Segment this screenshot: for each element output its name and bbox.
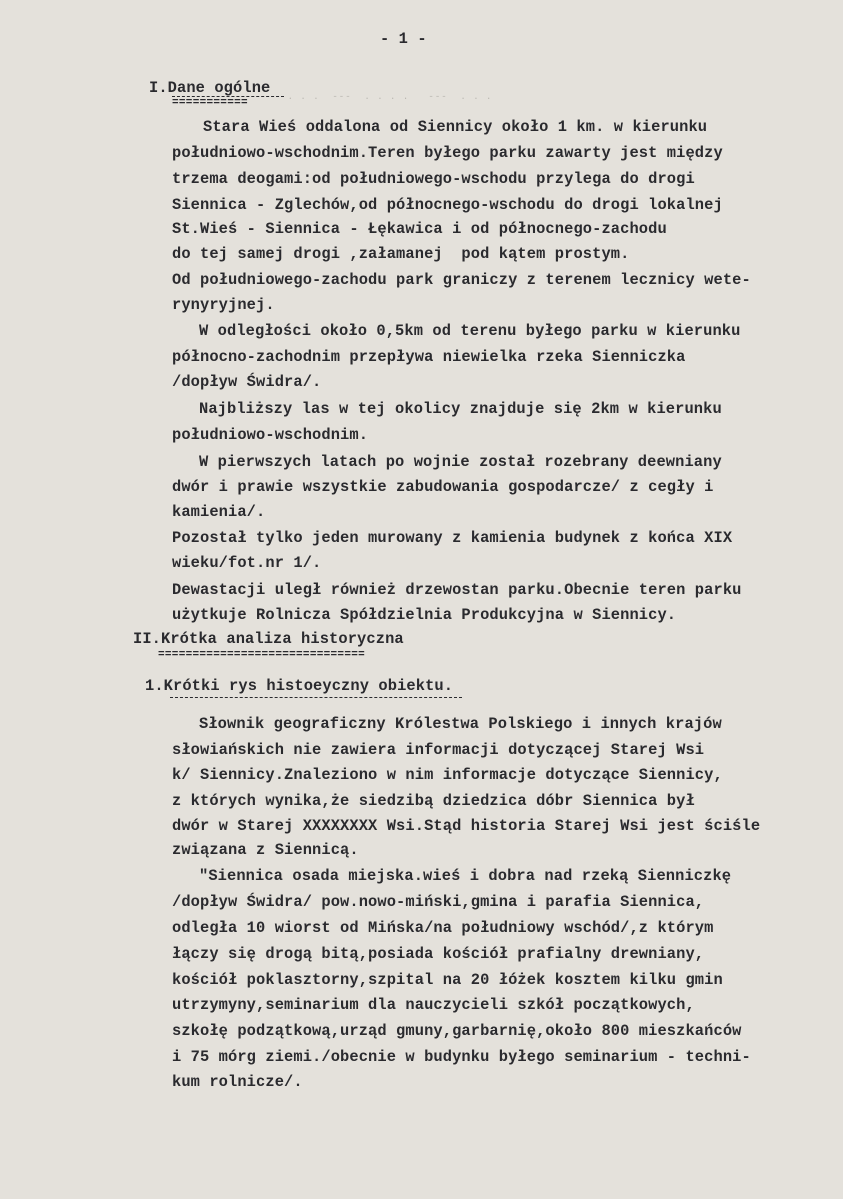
section-heading: II.Krótka analiza historyczna [133,630,404,648]
text-line: rynyryjnej. [172,296,275,314]
text-line: i 75 mórg ziemi./obecnie w budynku byłego seminarium - techni- [172,1048,751,1066]
text-line: południowo-wschodnim.Teren byłego parku zawarty jest między [172,144,723,162]
heading-double-underline: =========== [172,97,248,109]
text-line: odległa 10 wiorst od Mińska/na południowy wschód/,z którym [172,919,714,937]
text-line: W pierwszych latach po wojnie został rozebrany deewniany [199,453,722,471]
text-line: Siennica - Zglechów,od północnego-wschodu do drogi lokalnej [172,196,723,214]
heading-underline [170,697,462,698]
page-number: - 1 - [380,30,427,48]
text-line: trzema deogami:od południowego-wschodu przylega do drogi [172,170,695,188]
text-line: użytkuje Rolnicza Spółdzielnia Produkcyjna w Siennicy. [172,606,677,624]
text-line: słowiańskich nie zawiera informacji dotyczącej Starej Wsi [172,741,705,759]
text-line: kamienia/. [172,503,266,521]
text-line: Najbliższy las w tej okolicy znajduje się 2km w kierunku [199,400,722,418]
text-line: /dopływ Świdra/ pow.nowo-miński,gmina i parafia Siennica, [172,893,705,911]
text-line: do tej samej drogi ,załamanej pod kątem prostym. [172,245,630,263]
text-line: południowo-wschodnim. [172,426,369,444]
text-line: "Siennica osada miejska.wieś i dobra nad rzeką Sienniczkę [199,867,732,885]
text-line: Stara Wieś oddalona od Siennicy około 1 km. w kierunku [203,118,708,136]
text-line: kościół poklasztorny,szpital na 20 łóżek kosztem kilku gmin [172,971,723,989]
text-line: kum rolnicze/. [172,1073,303,1091]
text-line: /dopływ Świdra/. [172,373,322,391]
text-line: wieku/fot.nr 1/. [172,554,322,572]
text-line: St.Wieś - Siennica - Łękawica i od północnego-zachodu [172,220,667,238]
bleed-through-mark: . . . --- . . . . --- . . . [262,92,493,102]
text-line: dwór i prawie wszystkie zabudowania gospodarcze/ z cegły i [172,478,714,496]
text-line: dwór w Starej XXXXXXXX Wsi.Stąd historia Starej Wsi jest ściśle [172,817,761,835]
heading-double-underline: ============================== [158,649,366,661]
text-line: Słownik geograficzny Królestwa Polskiego i innych krajów [199,715,722,733]
text-line: utrzymyny,seminarium dla nauczycieli szkół początkowych, [172,996,695,1014]
text-line: k/ Siennicy.Znaleziono w nim informacje dotyczące Siennicy, [172,766,723,784]
text-line: związana z Siennicą. [172,841,359,859]
text-line: Pozostał tylko jeden murowany z kamienia budynek z końca XIX [172,529,733,547]
text-line: Od południowego-zachodu park graniczy z terenem lecznicy wete- [172,271,751,289]
text-line: z których wynika,że siedzibą dziedzica dóbr Siennica był [172,792,695,810]
text-line: szkołę podzątkową,urząd gmuny,garbarnię,około 800 mieszkańców [172,1022,742,1040]
text-line: Dewastacji uległ również drzewostan parku.Obecnie teren parku [172,581,742,599]
section-heading: I.Dane ogólne [149,79,271,97]
text-line: łączy się drogą bitą,posiada kościół prafialny drewniany, [172,945,705,963]
text-line: północno-zachodnim przepływa niewielka rzeka Sienniczka [172,348,686,366]
subsection-heading: 1.Krótki rys histoeyczny obiektu. [145,677,454,695]
text-line: W odległości około 0,5km od terenu byłego parku w kierunku [199,322,741,340]
